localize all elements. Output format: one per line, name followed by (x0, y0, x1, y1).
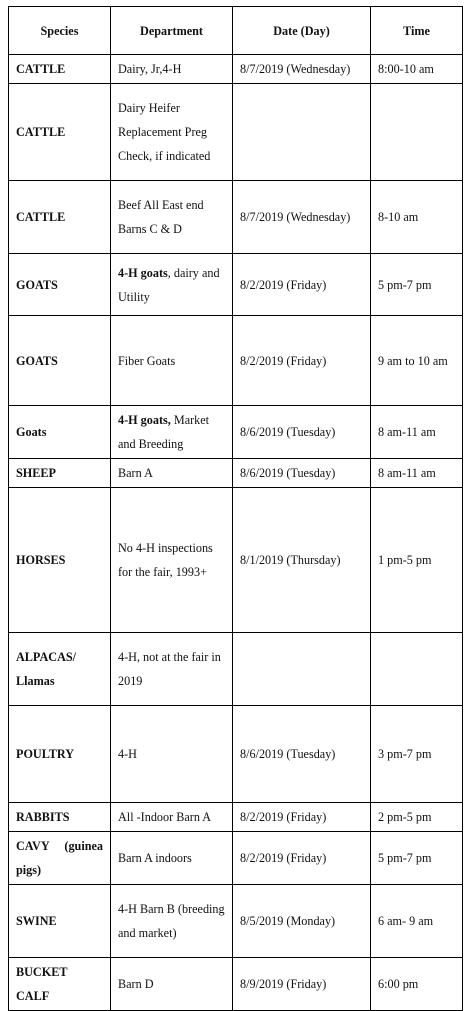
department-text: Fiber Goats (118, 353, 176, 368)
department-text: Barn D (118, 977, 154, 991)
date-cell: 8/7/2019 (Wednesday) (233, 55, 371, 84)
table-row (9, 488, 463, 633)
species-cell: POULTRY (9, 706, 111, 803)
date-cell: 8/2/2019 (Friday) (233, 803, 371, 832)
species-cell: GOATS (9, 254, 111, 316)
time-cell: 8 am-11 am (371, 459, 463, 488)
table-row (9, 316, 463, 406)
department-text: All -Indoor Barn A (118, 810, 212, 824)
time-cell: 2 pm-5 pm (371, 803, 463, 832)
time-cell (371, 84, 463, 181)
department-cell (111, 885, 233, 958)
department-text: , dairy and Utility (118, 265, 220, 304)
header-row (9, 7, 463, 55)
department-text: Barn A indoors (118, 851, 192, 865)
table-row (9, 55, 463, 84)
time-cell: 8-10 am (371, 181, 463, 254)
table-row (9, 181, 463, 254)
department-cell (111, 316, 233, 406)
date-cell: 8/6/2019 (Tuesday) (233, 706, 371, 803)
department-cell (111, 488, 233, 633)
species-cell: GOATS (9, 316, 111, 406)
date-cell: 8/9/2019 (Friday) (233, 958, 371, 1011)
species-cell: SHEEP (9, 459, 111, 488)
date-cell: 8/5/2019 (Monday) (233, 885, 371, 958)
department-bold-text: 4-H goats, (118, 413, 171, 427)
species-cell: CATTLE (9, 181, 111, 254)
time-cell: 8 am-11 am (371, 406, 463, 459)
species-cell: SWINE (9, 885, 111, 958)
table-row (9, 832, 463, 885)
department-bold-text: 4-H goats (118, 265, 168, 280)
table-row (9, 84, 463, 181)
department-cell (111, 459, 233, 488)
date-cell: 8/2/2019 (Friday) (233, 254, 371, 316)
table-body (9, 55, 463, 1011)
table-row (9, 459, 463, 488)
time-cell: 5 pm-7 pm (371, 832, 463, 885)
table-row (9, 803, 463, 832)
species-cell: BUCKET CALF (9, 958, 111, 1011)
table-row (9, 406, 463, 459)
table-row (9, 958, 463, 1011)
department-cell (111, 633, 233, 706)
department-cell (111, 832, 233, 885)
department-cell (111, 181, 233, 254)
date-cell (233, 633, 371, 706)
department-text: 4-H, not at the fair in 2019 (118, 650, 221, 688)
department-cell (111, 55, 233, 84)
table-row (9, 254, 463, 316)
species-cell: RABBITS (9, 803, 111, 832)
species-cell: CATTLE (9, 84, 111, 181)
table-row (9, 885, 463, 958)
department-text: Beef All East end Barns C & D (118, 198, 204, 236)
col-header-date: Date (Day) (233, 7, 371, 55)
cut-off-footnote (10, 986, 464, 994)
time-cell: 6:00 pm (371, 958, 463, 1011)
species-cell: Goats (9, 406, 111, 459)
inspection-schedule-table (8, 6, 463, 1011)
time-cell: 8:00-10 am (371, 55, 463, 84)
date-cell: 8/2/2019 (Friday) (233, 316, 371, 406)
species-cell: ALPACAS/ Llamas (9, 633, 111, 706)
department-cell (111, 406, 233, 459)
department-text: Dairy, Jr,4-H (118, 62, 182, 76)
department-cell (111, 254, 233, 316)
time-cell: 9 am to 10 am (371, 316, 463, 406)
col-header-species: Species (9, 7, 111, 55)
table-row (9, 706, 463, 803)
table-row (9, 633, 463, 706)
department-text: 4-H Barn B (breeding and market) (118, 902, 225, 940)
department-text: No 4-H inspections for the fair, 1993+ (118, 541, 213, 579)
species-cell: CAVY (guinea pigs) (9, 832, 111, 885)
department-cell (111, 706, 233, 803)
department-cell (111, 803, 233, 832)
col-header-time: Time (371, 7, 463, 55)
date-cell: 8/6/2019 (Tuesday) (233, 406, 371, 459)
time-cell (371, 633, 463, 706)
time-cell: 1 pm-5 pm (371, 488, 463, 633)
time-cell: 5 pm-7 pm (371, 254, 463, 316)
department-cell (111, 958, 233, 1011)
date-cell: 8/2/2019 (Friday) (233, 832, 371, 885)
department-cell (111, 84, 233, 181)
department-text: 4-H (118, 747, 137, 761)
date-cell: 8/1/2019 (Thursday) (233, 488, 371, 633)
date-cell: 8/6/2019 (Tuesday) (233, 459, 371, 488)
species-cell: HORSES (9, 488, 111, 633)
department-text: Dairy Heifer Replacement Preg Check, if indicated (118, 101, 211, 163)
time-cell: 6 am- 9 am (371, 885, 463, 958)
col-header-department: Department (111, 7, 233, 55)
date-cell: 8/7/2019 (Wednesday) (233, 181, 371, 254)
date-cell (233, 84, 371, 181)
department-text: Barn A (118, 466, 153, 480)
department-text: Market and Breeding (118, 413, 210, 451)
time-cell: 3 pm-7 pm (371, 706, 463, 803)
species-cell: CATTLE (9, 55, 111, 84)
